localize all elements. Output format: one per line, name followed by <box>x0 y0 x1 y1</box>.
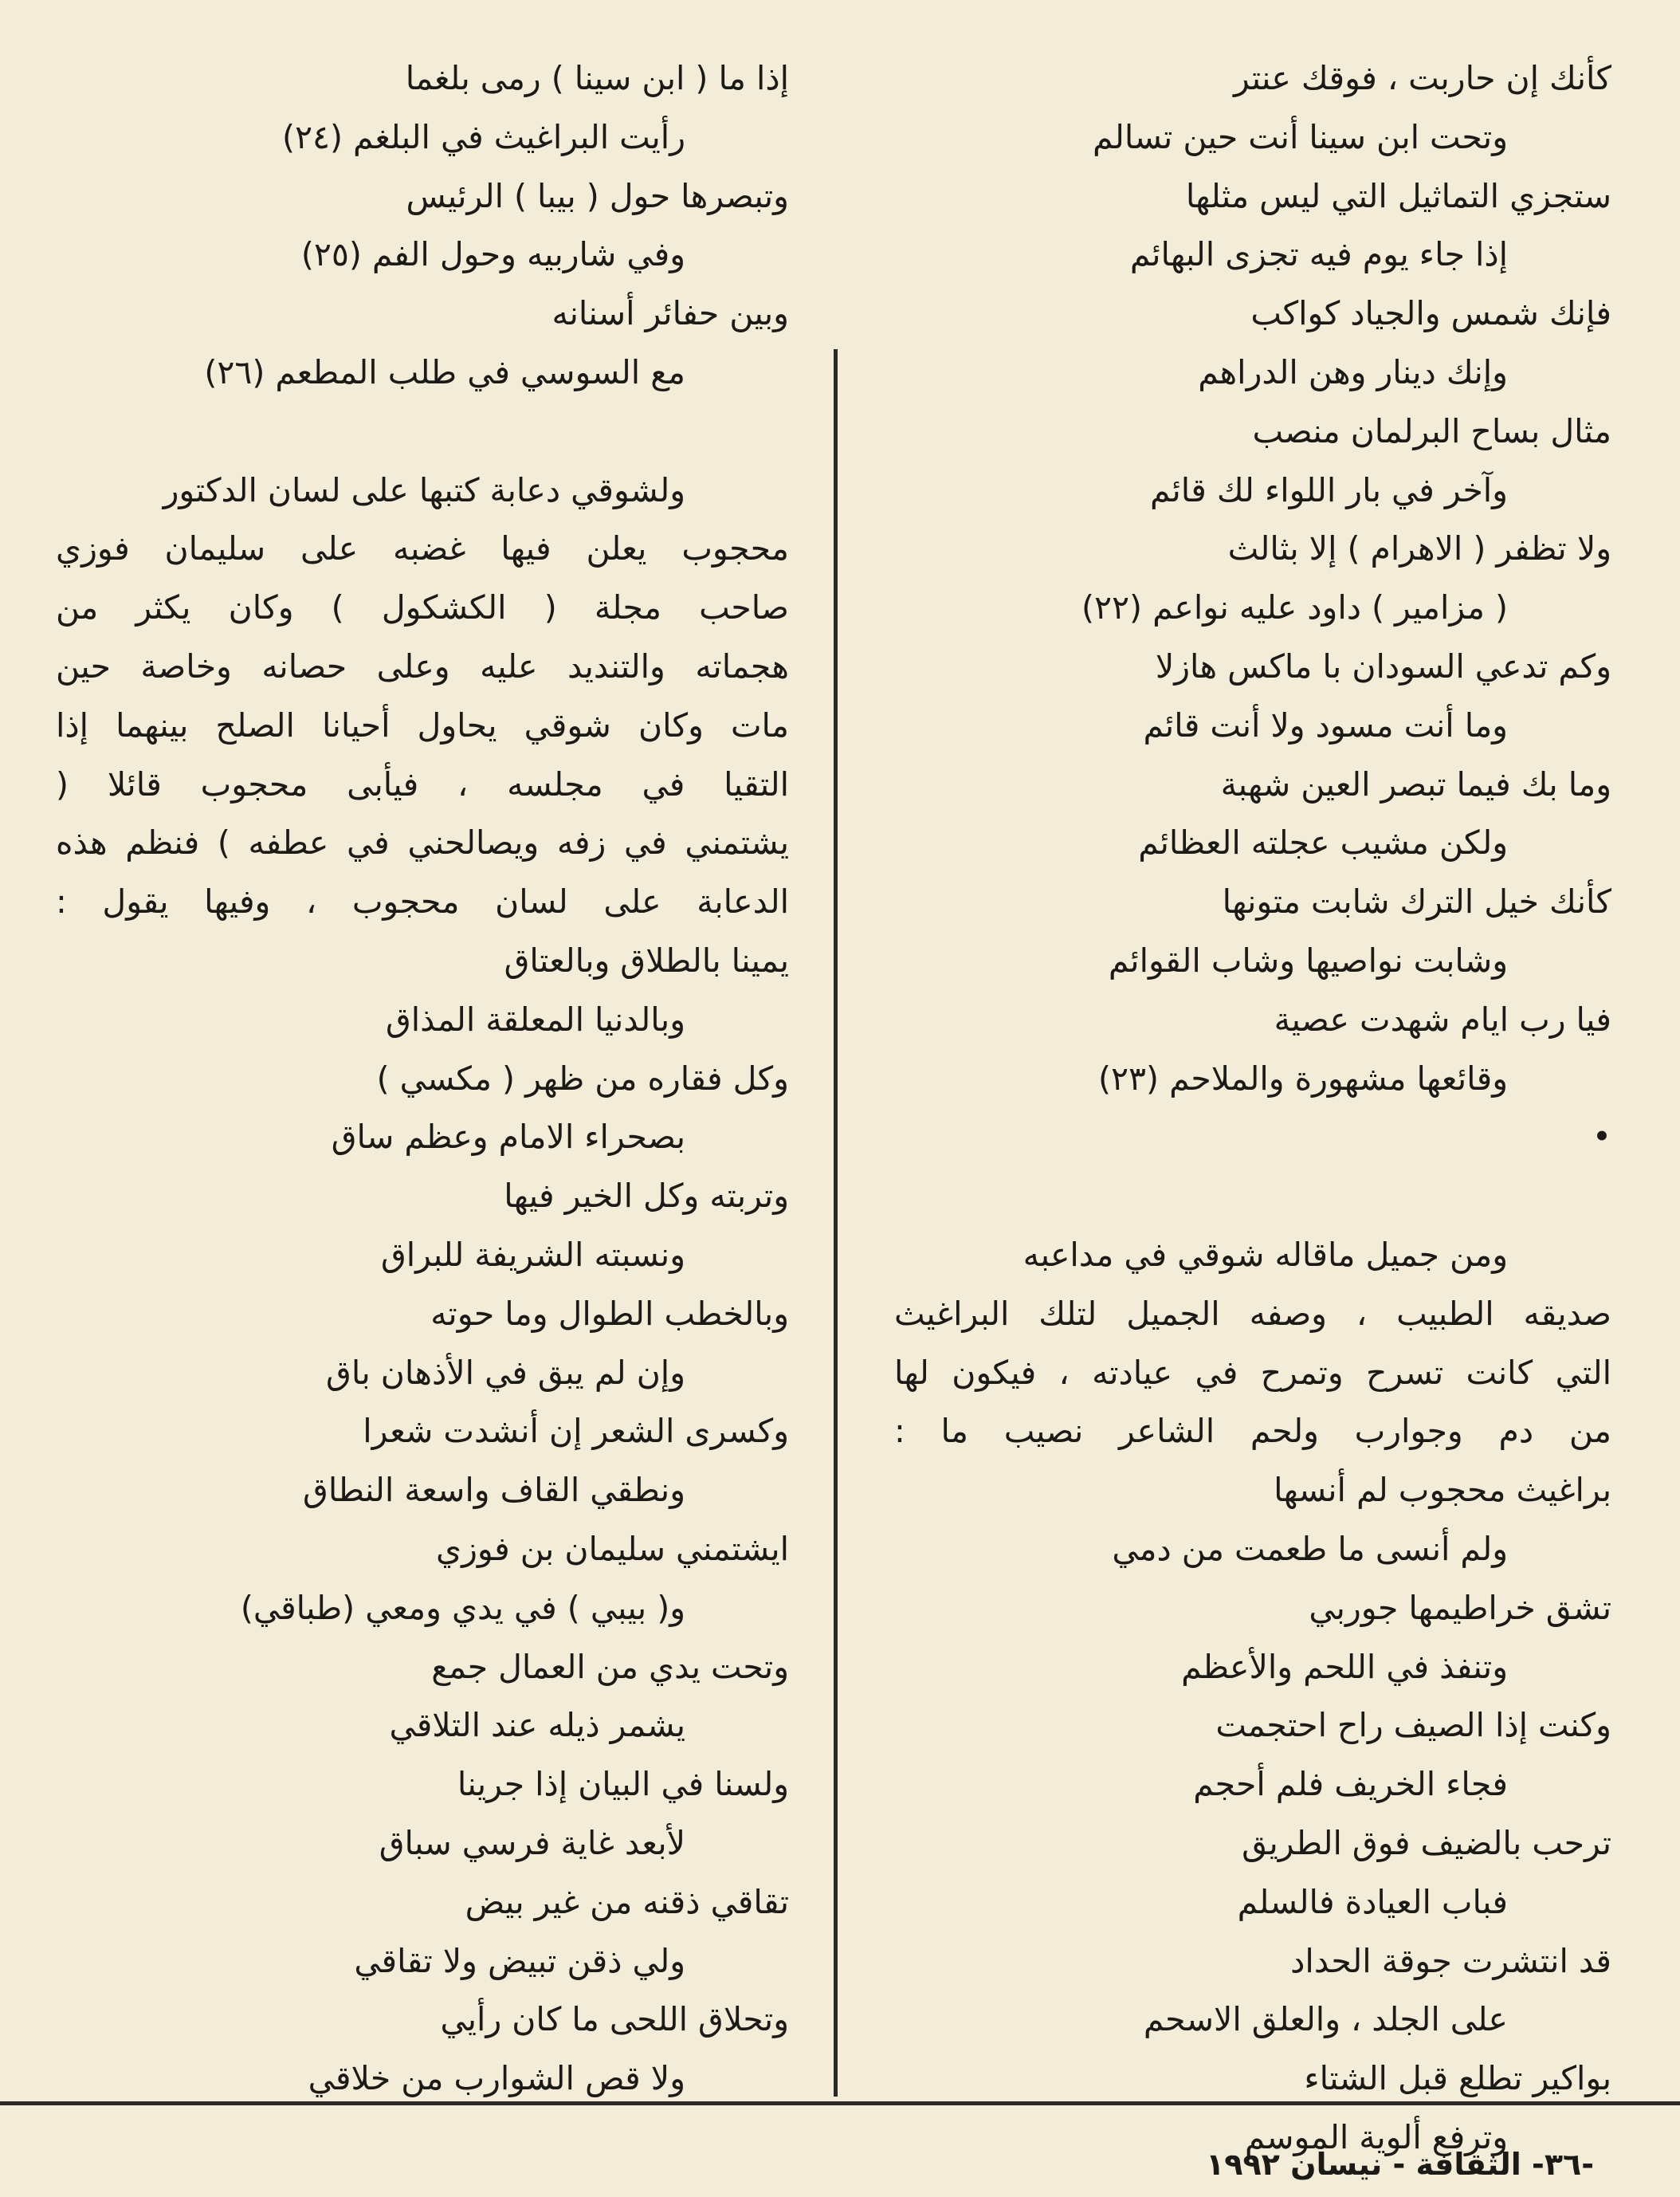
verse-line: وترفع ألوية الموسم <box>1244 2117 1508 2156</box>
verse-line: مع السوسي في طلب المطعم (٢٦) <box>204 352 685 391</box>
column-divider <box>834 349 838 2097</box>
left-column <box>56 49 789 2109</box>
prose-line: محجوب يعلن فيها غضبه على سليمان فوزي <box>56 529 789 568</box>
verse-line: بصحراء الامام وعظم ساق <box>331 1118 685 1157</box>
prose-line: مات وكان شوقي يحاول أحيانا الصلح بينهما إذا <box>56 705 789 745</box>
verse-line: ولا تظفر ( الاهرام ) إلا بثالث <box>1227 529 1611 568</box>
verse-line: ونطقي القاف واسعة النطاق <box>303 1471 685 1510</box>
verse-line: وكنت إذا الصيف راح احتجمت <box>1215 1706 1611 1745</box>
prose-line: يشتمني في زفه ويصالحني في عطفه ) فنظم هذه <box>56 823 789 863</box>
verse-line: • <box>1592 1118 1611 1157</box>
verse-line: فجاء الخريف فلم أحجم <box>1193 1765 1508 1804</box>
verse-line: فباب العيادة فالسلم <box>1237 1882 1508 1921</box>
verse-line: وبالدنيا المعلقة المذاق <box>385 1000 685 1039</box>
verse-line: وبين حفائر أسنانه <box>551 294 789 333</box>
verse-line: ونسبته الشريفة للبراق <box>380 1235 685 1274</box>
verse-line: و( بيبي ) في يدي ومعي (طباقي) <box>240 1588 685 1627</box>
right-column <box>894 49 1611 2168</box>
verse-line: فيا رب ايام شهدت عصية <box>1274 1000 1611 1039</box>
verse-line: فإنك شمس والجياد كواكب <box>1250 294 1611 333</box>
verse-line: وما أنت مسود ولا أنت قائم <box>1143 705 1508 745</box>
verse-line: ترحب بالضيف فوق الطريق <box>1242 1823 1611 1862</box>
verse-line: تشق خراطيمها جوربي <box>1309 1588 1611 1627</box>
verse-line: قد انتشرت جوقة الحداد <box>1290 1941 1611 1980</box>
verse-line: وكم تدعي السودان با ماكس هازلا <box>1155 647 1611 686</box>
verse-line: تقاقي ذقنه من غير بيض <box>465 1882 789 1921</box>
verse-line: ولم أنسى ما طعمت من دمي <box>1112 1529 1508 1568</box>
verse-line: وتبصرها حول ( بيبا ) الرئيس <box>406 176 789 215</box>
verse-line: إذا ما ( ابن سينا ) رمى بلغما <box>405 59 789 97</box>
verse-line: ومن جميل ماقاله شوقي في مداعبه <box>1023 1235 1508 1274</box>
verse-line: ( مزامير ) داود عليه نواعم (٢٢) <box>1081 588 1508 627</box>
verse-line: ولي ذقن تبيض ولا تقاقي <box>354 1941 685 1980</box>
verse-line: وتربته وكل الخير فيها <box>504 1177 789 1216</box>
verse-line: وكسرى الشعر إن أنشدت شعرا <box>363 1412 789 1451</box>
verse-line: ولا قص الشوارب من خلاقي <box>308 2059 685 2098</box>
prose-line: صاحب مجلة ( الكشكول ) وكان يكثر من <box>56 588 789 627</box>
verse-line: يشمر ذيله عند التلاقي <box>389 1706 685 1745</box>
verse-line: وتحت ابن سينا أنت حين تسالم <box>1093 117 1508 156</box>
verse-line: رأيت البراغيث في البلغم (٢٤) <box>281 117 685 156</box>
verse-line: براغيث محجوب لم أنسها <box>1274 1471 1611 1510</box>
verse-line: وقائعها مشهورة والملاحم (٢٣) <box>1098 1059 1508 1098</box>
verse-line: ولشوقي دعابة كتبها على لسان الدكتور <box>163 470 685 509</box>
verse-line: وبالخطب الطوال وما حوته <box>430 1294 789 1333</box>
verse-line: وتحلاق اللحى ما كان رأيي <box>440 2000 789 2039</box>
verse-line: إذا جاء يوم فيه تجزى البهائم <box>1129 235 1508 274</box>
verse-line: ولكن مشيب عجلته العظائم <box>1138 823 1508 863</box>
verse-line: وتنفذ في اللحم والأعظم <box>1181 1647 1508 1686</box>
verse-line: كأنك إن حاربت ، فوقك عنتر <box>1234 59 1611 97</box>
prose-line: الدعابة على لسان محجوب ، وفيها يقول : <box>56 882 789 922</box>
verse-line: وإن لم يبق في الأذهان باق <box>326 1353 685 1392</box>
verse-line: وشابت نواصيها وشاب القوائم <box>1108 941 1508 980</box>
verse-line: ولسنا في البيان إذا جرينا <box>457 1765 789 1804</box>
blank-line <box>56 403 789 462</box>
prose-line: من دم وجوارب ولحم الشاعر نصيب ما : <box>894 1412 1611 1451</box>
blank-line <box>894 1167 1611 1226</box>
verse-line: وفي شاربيه وحول الفم (٢٥) <box>300 235 685 274</box>
verse-line: لأبعد غاية فرسي سباق <box>379 1823 685 1862</box>
prose-line: هجماته والتنديد عليه وعلى حصانه وخاصة حين <box>56 647 789 686</box>
verse-line: على الجلد ، والعلق الاسحم <box>1143 2000 1508 2039</box>
verse-line: وإنك دينار وهن الدراهم <box>1198 352 1508 391</box>
verse-line: ستجزي التماثيل التي ليس مثلها <box>1185 176 1611 215</box>
verse-line: مثال بساح البرلمان منصب <box>1252 411 1611 450</box>
verse-line: يمينا بالطلاق وبالعتاق <box>504 941 789 980</box>
footer-rule <box>0 2101 1680 2105</box>
verse-line: وما بك فيما تبصر العين شهبة <box>1220 764 1611 804</box>
verse-line: وتحت يدي من العمال جمع <box>431 1647 789 1686</box>
prose-line: صديقه الطبيب ، وصفه الجميل لتلك البراغيث <box>894 1294 1611 1333</box>
verse-line: بواكير تطلع قبل الشتاء <box>1304 2059 1611 2098</box>
verse-line: وآخر في بار اللواء لك قائم <box>1150 470 1508 509</box>
verse-line: وكل فقاره من ظهر ( مكسي ) <box>376 1059 789 1098</box>
verse-line: كأنك خيل الترك شابت متونها <box>1222 882 1611 922</box>
prose-line: التقيا في مجلسه ، فيأبى محجوب قائلا ( <box>56 764 789 804</box>
verse-line: ايشتمني سليمان بن فوزي <box>436 1529 789 1568</box>
page-footer: -٣٦- الثقافة - نيسان ١٩٩٢ <box>1206 2147 1594 2182</box>
prose-line: التي كانت تسرح وتمرح في عيادته ، فيكون لها <box>894 1353 1611 1392</box>
